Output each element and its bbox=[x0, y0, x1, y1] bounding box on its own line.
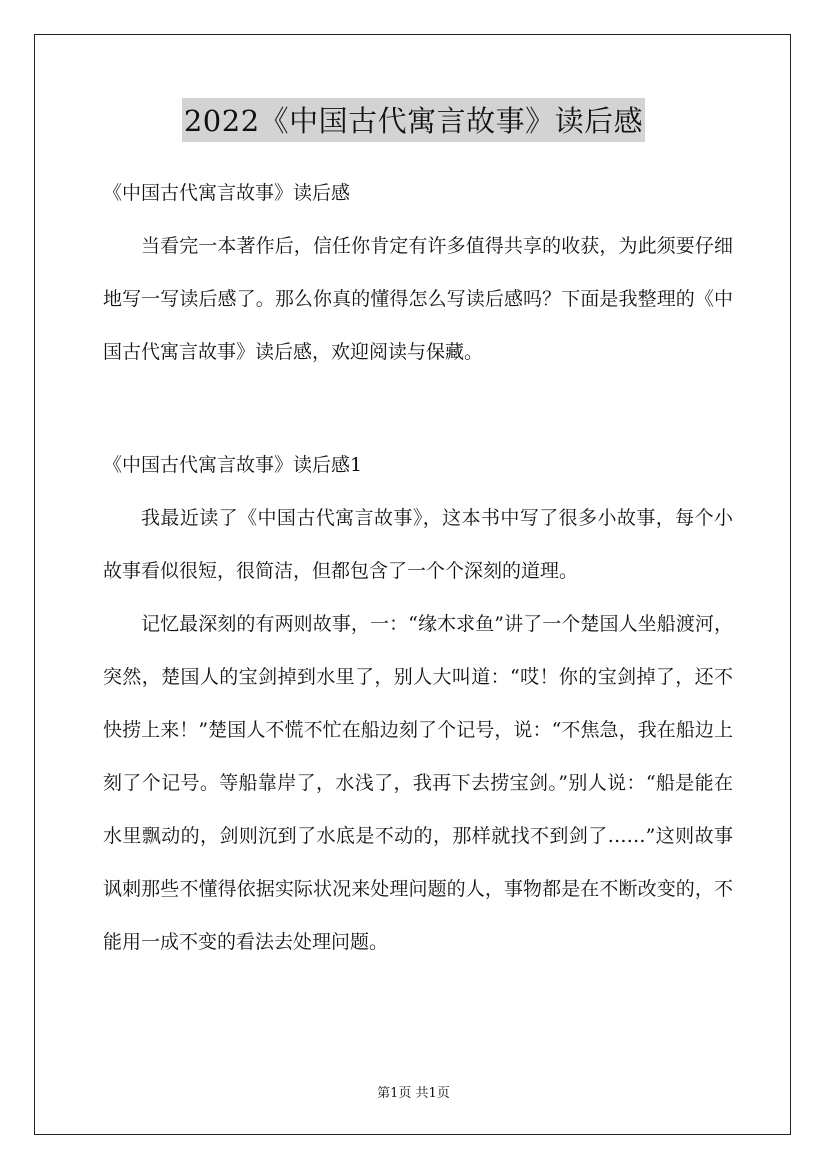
section1-body bbox=[103, 492, 733, 969]
title-container bbox=[0, 98, 827, 142]
document-subtitle: 《中国古代寓言故事》读后感 bbox=[103, 182, 351, 204]
document-title: 2022《中国古代寓言故事》读后感 bbox=[182, 98, 645, 142]
section1-paragraph-2: 记忆最深刻的有两则故事，一：“缘木求鱼”讲了一个楚国人坐船渡河，突然，楚国人的宝剑掉到水里了，别人大叫道：“哎！你的宝剑掉了，还不快捞上来！”楚国人不慌不忙在船边刻了个记号，说：“不焦急，我在船边上刻了个记号。等船靠岸了，水浅了，我再下去捞宝剑。”别人说：“船是能在水里飘动的，剑则沉到了水底是不动的，那样就找不到剑了……”这则故事讽刺那些不懂得依据实际状况来处理问题的人，事物都是在不断改变的，不能用一成不变的看法去处理问题。 bbox=[103, 613, 733, 953]
intro-block bbox=[103, 220, 733, 379]
section1-heading: 《中国古代寓言故事》读后感1 bbox=[103, 454, 363, 476]
page-footer: 第1页 共1页 bbox=[377, 1086, 450, 1101]
section1-paragraph-1: 我最近读了《中国古代寓言故事》，这本书中写了很多小故事，每个小故事看似很短，很简洁，但都包含了一个个深刻的道理。 bbox=[103, 507, 733, 582]
intro-paragraph: 当看完一本著作后，信任你肯定有许多值得共享的收获，为此须要仔细地写一写读后感了。那么你真的懂得怎么写读后感吗？下面是我整理的《中国古代寓言故事》读后感，欢迎阅读与保藏。 bbox=[103, 235, 733, 363]
